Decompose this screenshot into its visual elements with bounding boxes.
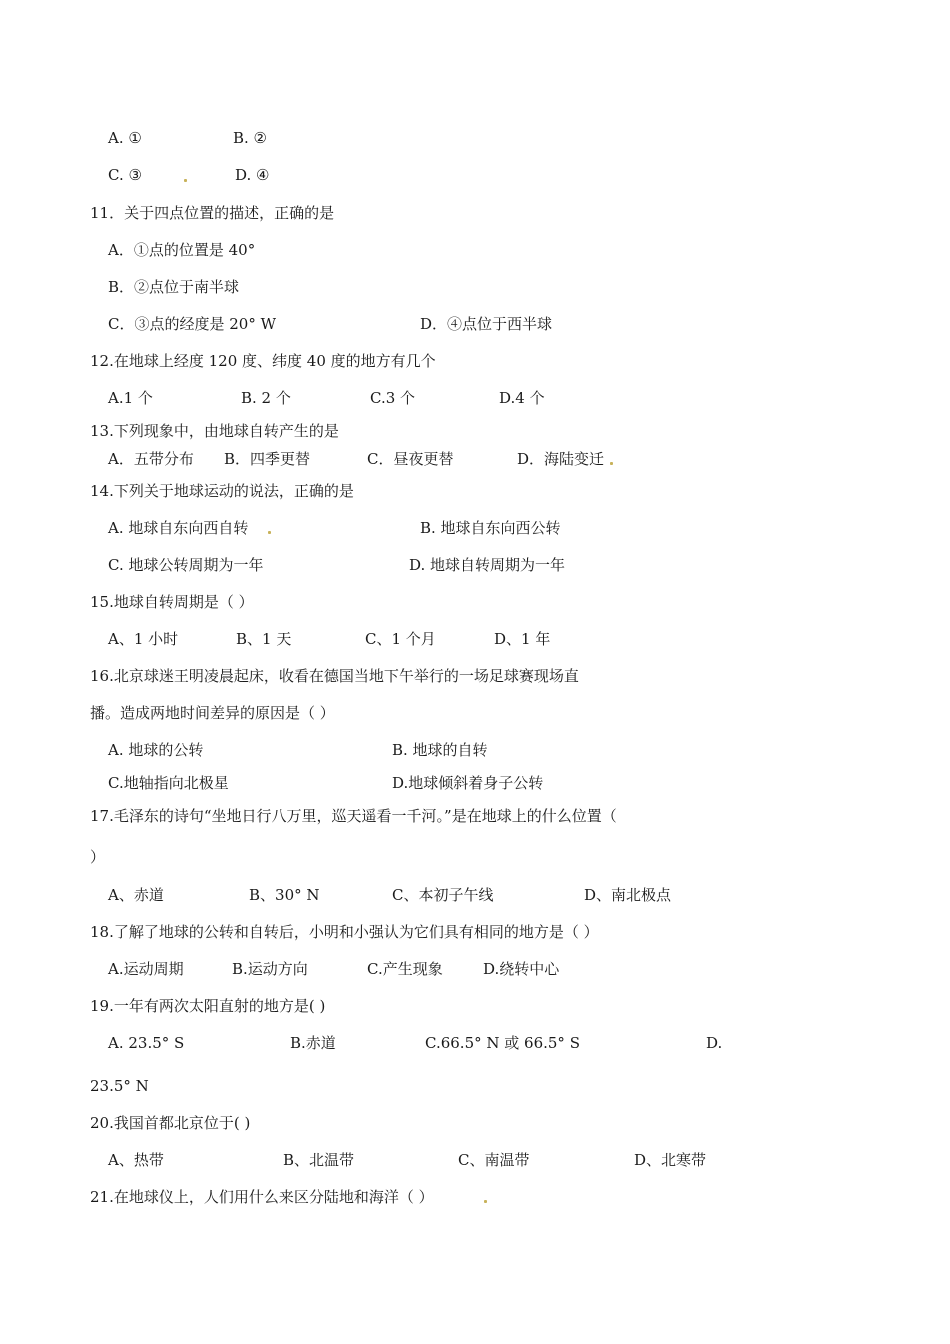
q20-option-b: B、北温带 <box>283 1151 355 1169</box>
q13-option-d: D．海陆变迁 <box>517 450 605 468</box>
q10-option-a: A. ① <box>108 129 142 147</box>
q10-option-c: C. ③ <box>108 166 142 184</box>
artifact-dot <box>484 1200 487 1203</box>
q16-option-a: A. 地球的公转 <box>108 741 204 759</box>
q12-stem: 12.在地球上经度 120 度、纬度 40 度的地方有几个 <box>90 352 436 370</box>
q20-option-a: A、热带 <box>108 1151 164 1169</box>
q14-stem: 14.下列关于地球运动的说法，正确的是 <box>90 482 354 500</box>
q13-option-c: C．昼夜更替 <box>367 450 454 468</box>
q18-option-a: A.运动周期 <box>108 960 184 978</box>
q16-option-d: D.地球倾斜着身子公转 <box>392 774 544 792</box>
q18-option-d: D.绕转中心 <box>483 960 560 978</box>
q17-option-b: B、30° N <box>249 886 320 904</box>
q16-stem-line2: 播。造成两地时间差异的原因是（ ） <box>90 704 335 722</box>
q13-option-b: B．四季更替 <box>224 450 311 468</box>
q14-option-d: D. 地球自转周期为一年 <box>409 556 566 574</box>
q14-option-c: C. 地球公转周期为一年 <box>108 556 264 574</box>
artifact-dot <box>184 179 187 182</box>
q15-option-d: D、1 年 <box>494 630 551 648</box>
q10-option-d: D. ④ <box>235 166 270 184</box>
artifact-dot <box>610 462 613 465</box>
q12-option-c: C.3 个 <box>370 389 416 407</box>
q19-option-c: C.66.5° N 或 66.5° S <box>425 1034 580 1052</box>
artifact-dot <box>268 531 271 534</box>
q18-option-c: C.产生现象 <box>367 960 443 978</box>
q11-option-b: B．②点位于南半球 <box>108 278 240 296</box>
q19-option-d: D. <box>706 1034 723 1052</box>
q13-stem: 13.下列现象中，由地球自转产生的是 <box>90 422 339 440</box>
q16-stem-line1: 16.北京球迷王明凌晨起床，收看在德国当地下午举行的一场足球赛现场直 <box>90 667 579 685</box>
q11-option-c: C．③点的经度是 20° W <box>108 315 277 333</box>
q17-option-a: A、赤道 <box>108 886 164 904</box>
q17-stem-line2: ） <box>90 848 106 866</box>
q20-option-c: C、南温带 <box>458 1151 530 1169</box>
q18-option-b: B.运动方向 <box>232 960 308 978</box>
q16-option-b: B. 地球的自转 <box>392 741 488 759</box>
q20-option-d: D、北寒带 <box>634 1151 707 1169</box>
q16-option-c: C.地轴指向北极星 <box>108 774 229 792</box>
q11-option-d: D．④点位于西半球 <box>420 315 553 333</box>
q17-option-d: D、南北极点 <box>584 886 672 904</box>
q11-option-a: A．①点的位置是 40° <box>108 241 256 259</box>
q19-option-a: A. 23.5° S <box>108 1034 185 1052</box>
q14-option-a: A. 地球自东向西自转 <box>108 519 249 537</box>
q14-option-b: B. 地球自东向西公转 <box>420 519 561 537</box>
q19-stem: 19.一年有两次太阳直射的地方是( ) <box>90 997 326 1015</box>
q12-option-a: A.1 个 <box>108 389 153 407</box>
q15-option-a: A、1 小时 <box>108 630 179 648</box>
q15-option-b: B、1 天 <box>236 630 292 648</box>
q17-stem-line1: 17.毛泽东的诗句“坐地日行八万里，巡天遥看一千河。”是在地球上的什么位置（ <box>90 807 617 825</box>
q19-option-d-value: 23.5° N <box>90 1077 149 1095</box>
q18-stem: 18.了解了地球的公转和自转后，小明和小强认为它们具有相同的地方是（ ） <box>90 923 599 941</box>
q15-option-c: C、1 个月 <box>365 630 436 648</box>
q13-option-a: A．五带分布 <box>108 450 194 468</box>
q17-option-c: C、本初子午线 <box>392 886 494 904</box>
q20-stem: 20.我国首都北京位于( ) <box>90 1114 251 1132</box>
q19-option-b: B.赤道 <box>290 1034 336 1052</box>
q12-option-b: B. 2 个 <box>241 389 291 407</box>
q15-stem: 15.地球自转周期是（ ） <box>90 593 254 611</box>
q10-option-b: B. ② <box>233 129 268 147</box>
q12-option-d: D.4 个 <box>499 389 545 407</box>
q21-stem: 21.在地球仪上，人们用什么来区分陆地和海洋（ ） <box>90 1188 434 1206</box>
q11-stem: 11．关于四点位置的描述，正确的是 <box>90 204 335 222</box>
